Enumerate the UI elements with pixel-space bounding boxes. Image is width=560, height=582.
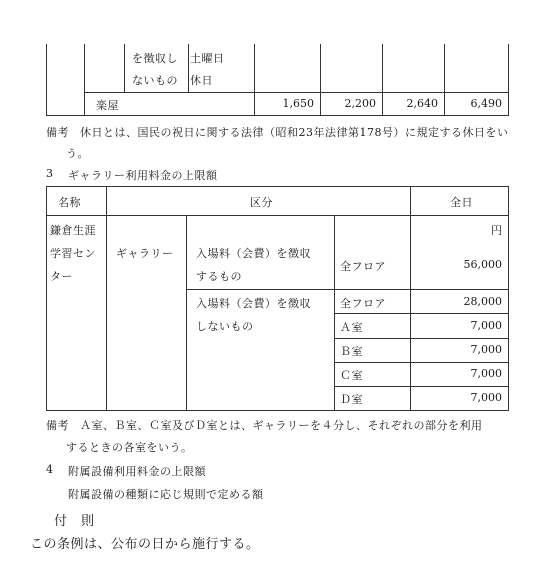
group-2-price-5: 7,000 [470, 391, 502, 404]
row2-label: 楽屋 [96, 99, 119, 112]
note-2-line-1: Ａ室、Ｂ室、Ｃ室及びＤ室とは、ギャラリーを４分し、それぞれの部分を利用 [80, 419, 483, 432]
header-allday: 全日 [450, 196, 473, 209]
facility-line-3: ター [50, 270, 73, 283]
note-1-prefix: 備考 [46, 126, 69, 139]
facility-line-2: 学習セン [50, 247, 96, 260]
note-2-prefix: 備考 [46, 419, 69, 432]
group-2-line-2: しないもの [196, 320, 254, 333]
group-2-line-1: 入場料（会費）を徴収 [196, 297, 311, 310]
section-3-title: ギャラリー利用料金の上限額 [68, 169, 218, 182]
row2-value-2: 2,200 [344, 97, 376, 110]
group-2-price-2: 7,000 [470, 319, 502, 332]
row2-value-1: 1,650 [282, 97, 314, 110]
row1-col3-line2: 休日 [190, 74, 213, 87]
group-2-area-4: Ｃ室 [340, 369, 363, 382]
note-2-line-2: するときの各室をいう。 [66, 441, 193, 454]
group-2-area-3: Ｂ室 [340, 345, 363, 358]
header-category: 区分 [250, 196, 273, 209]
section-4-title: 附属設備利用料金の上限額 [68, 465, 206, 478]
row1-col2-line1: を徴収し [132, 52, 178, 65]
group-2-area-5: Ｄ室 [340, 393, 363, 406]
facility-line-1: 鎌倉生涯 [50, 224, 96, 237]
note-1-line-1: 休日とは、国民の祝日に関する法律（昭和23年法律第178号）に規定する休日をい [80, 126, 509, 139]
group-1-price: 56,000 [463, 258, 502, 271]
row2-value-3: 2,640 [406, 97, 438, 110]
group-2-price-4: 7,000 [470, 367, 502, 380]
group-2-price-1: 28,000 [463, 295, 502, 308]
group-1-line-2: するもの [196, 270, 242, 283]
supplementary-body: この条例は、公布の日から施行する。 [30, 537, 260, 552]
group-1-line-1: 入場料（会費）を徴収 [196, 247, 311, 260]
facility-type: ギャラリー [116, 247, 174, 260]
note-1-line-2: う。 [66, 147, 89, 160]
group-2-area-2: Ａ室 [340, 321, 363, 334]
supplementary-title: 付 則 [54, 514, 95, 529]
section-4-number: 4 [46, 463, 53, 476]
section-3-number: 3 [46, 167, 53, 180]
group-2-price-3: 7,000 [470, 343, 502, 356]
section-4-body: 附属設備の種類に応じ規則で定める額 [68, 488, 264, 501]
header-name: 名称 [58, 196, 81, 209]
group-2-area-1: 全フロア [340, 297, 386, 310]
group-1-area: 全フロア [340, 260, 386, 273]
unit-yen: 円 [491, 224, 502, 237]
row2-value-4: 6,490 [470, 97, 502, 110]
row1-col2-line2: ないもの [132, 74, 178, 87]
row1-col3-line1: 土曜日 [190, 52, 225, 65]
